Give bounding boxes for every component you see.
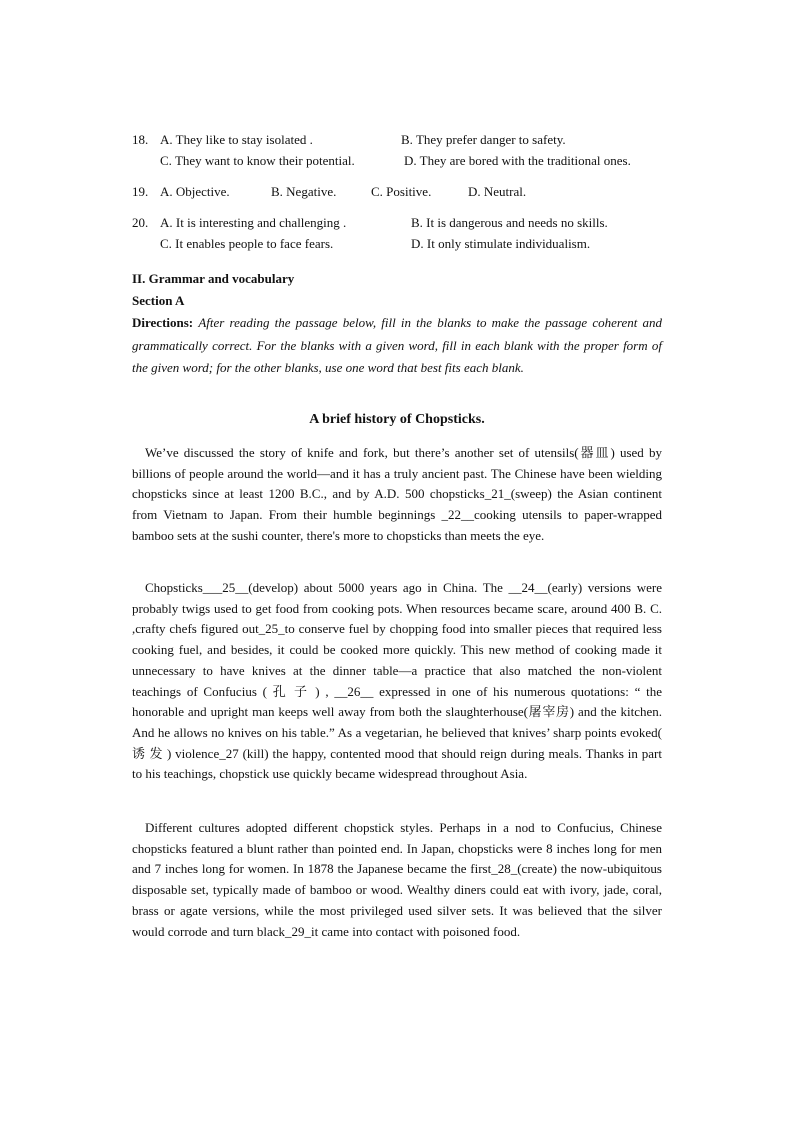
passage-paragraph-1: We’ve discussed the story of knife and fork, but there’s another set of utensils(器皿) used by billions of people around the world—and it has a truly ancient past. The Chinese have been wielding chopsticks since at least 1200 B.C., and by A.D. 500 chopsticks_21_(sweep) the Asian continent from Vietnam to Japan. From their humble beginnings _22__cooking utensils to paper-wrapped bamboo sets at the sushi counter, there's more to chopsticks than meets the eye. (132, 445, 662, 543)
option-d: D. Neutral. (468, 184, 527, 199)
option-c: C. Positive. (371, 184, 432, 199)
option-d: D. They are bored with the traditional ones. (404, 153, 631, 168)
directions-text: After reading the passage below, fill in the blanks to make the passage coherent and grammatically correct. For the blanks with a given word, fill in each blank with the proper form of the given word; for the other blanks, use one word that best fits each blank. (132, 315, 662, 375)
option-a: A. They like to stay isolated . (160, 132, 313, 147)
option-b: B. It is dangerous and needs no skills. (411, 215, 608, 230)
section-title: Section A (132, 293, 185, 308)
passage-paragraph-2: Chopsticks___25__(develop) about 5000 years ago in China. The __24__(early) versions were probably twigs used to get food from cooking pots. When resources became scare, around 400 B. C. ,crafty chefs figured out_25_to conserve fuel by chopping food into smaller pieces that required less cooking fuel, and besides, it could be cooked more quickly. This new method of cooking made it unnecessary to have knives at the dinner table—a practice that also matched the non-violent teachings of Confucius ( 孔 子 ) , __26__ expressed in one of his numerous quotations: “ the honorable and upright man keeps well away from both the slaughterhouse(屠宰房) and the kitchen. And he allows no knives on his table.” As a vegetarian, he believed that knives’ sharp points evoked( 诱 发 ) violence_27 (kill) the happy, contented mood that should reign during meals. Thanks in part to his teachings, chopstick use quickly became widespread throughout Asia. (132, 580, 662, 782)
option-d: D. It only stimulate individualism. (411, 236, 591, 251)
directions (132, 312, 662, 380)
option-a: A. It is interesting and challenging . (160, 215, 347, 230)
passage-paragraph-3: Different cultures adopted different chopstick styles. Perhaps in a nod to Confucius, Chinese chopsticks featured a blunt rather than pointed end. In Japan, chopsticks were 8 inches long for men and 7 inches long for women. In 1878 the Japanese became the first_28_(create) the now-ubiquitous disposable set, typically made of bamboo or wood. Wealthy diners could eat with ivory, jade, coral, brass or agate versions, while the most privileged used silver sets. It was believed that the silver would corrode and turn black_29_it came into contact with poisoned food. (132, 820, 662, 939)
directions-label: Directions: (132, 315, 194, 330)
option-b: B. Negative. (271, 184, 337, 199)
option-a: A. Objective. (160, 184, 230, 199)
passage-title: A brief history of Chopsticks. (309, 412, 485, 427)
question-number: 18. (132, 132, 149, 147)
question-number: 19. (132, 184, 149, 199)
option-b: B. They prefer danger to safety. (401, 132, 566, 147)
option-c: C. They want to know their potential. (160, 153, 355, 168)
part-title: II. Grammar and vocabulary (132, 271, 295, 286)
option-c: C. It enables people to face fears. (160, 236, 334, 251)
question-number: 20. (132, 215, 149, 230)
